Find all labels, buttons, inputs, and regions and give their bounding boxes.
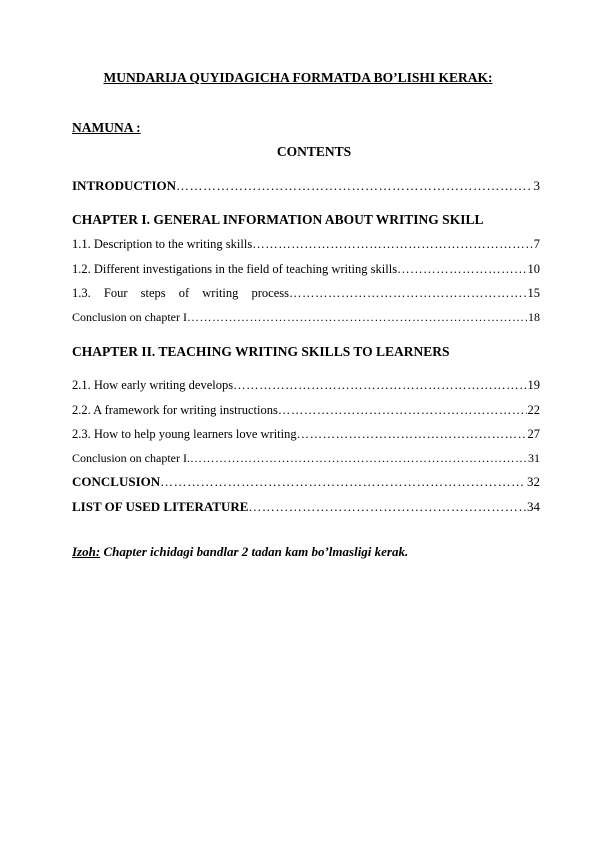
toc-entry-page: 3 <box>533 178 540 193</box>
toc-entry-page: 18 <box>528 310 540 324</box>
toc-entry-introduction <box>72 178 540 194</box>
page-heading: MUNDARIJA QUYIDAGICHA FORMATDA BO’LISHI KERAK: <box>103 70 493 85</box>
toc-entry-title: 2.1. How early writing develops <box>72 378 234 392</box>
toc-leader-dots <box>289 286 527 301</box>
note-label: Izoh: <box>72 544 101 559</box>
toc-entry-title: INTRODUCTION <box>72 178 177 193</box>
toc-entry-title: LIST OF USED LITERATURE <box>72 499 249 514</box>
toc-entry-title: 2.3. How to help young learners love writing <box>72 427 297 441</box>
toc-entry-2-1 <box>72 378 540 393</box>
toc-entry-page: 22 <box>527 403 540 417</box>
toc-leader-dots <box>397 262 526 277</box>
toc-entry-conclusion <box>72 474 540 490</box>
toc-leader-dots <box>297 427 527 442</box>
toc-entry-page: 15 <box>527 286 540 300</box>
chapter-2-heading: CHAPTER II. TEACHING WRITING SKILLS TO LEARNERS <box>72 344 450 359</box>
toc-entry-2-3 <box>72 427 540 442</box>
chapter-1-heading: CHAPTER I. GENERAL INFORMATION ABOUT WRITING SKILL <box>72 212 484 227</box>
sample-label: NAMUNA : <box>72 120 141 135</box>
toc-entry-conclusion-ch2 <box>72 451 540 466</box>
toc-leader-dots <box>176 178 532 194</box>
toc-entry-1-3 <box>72 286 540 301</box>
toc-leader-dots <box>248 499 526 515</box>
toc-leader-dots <box>278 403 527 418</box>
toc-entry-title: Conclusion on chapter I. <box>72 451 190 465</box>
note-paragraph <box>72 544 408 560</box>
toc-leader-dots <box>187 310 527 325</box>
toc-entry-literature <box>72 499 540 515</box>
toc-entry-1-1 <box>72 237 540 252</box>
toc-entry-title: 1.1. Description to the writing skills <box>72 237 253 251</box>
toc-entry-title: 1.2. Different investigations in the field of teaching writing skills <box>72 262 398 276</box>
toc-entry-page: 34 <box>527 499 540 514</box>
toc-entry-2-2 <box>72 403 540 418</box>
toc-leader-dots <box>233 378 526 393</box>
toc-entry-title: 1.3. Four steps of writing process <box>72 286 289 300</box>
toc-entry-title: CONCLUSION <box>72 474 161 489</box>
toc-leader-dots <box>190 451 527 466</box>
toc-entry-1-2 <box>72 262 540 277</box>
contents-title: CONTENTS <box>276 144 352 159</box>
toc-leader-dots <box>160 474 526 490</box>
toc-entry-title: Conclusion on chapter I <box>72 310 187 324</box>
toc-entry-title: 2.2. A framework for writing instructions <box>72 403 278 417</box>
toc-leader-dots <box>252 237 533 252</box>
toc-entry-page: 10 <box>527 262 540 276</box>
toc-entry-page: 32 <box>527 474 540 489</box>
note-text: Chapter ichidagi bandlar 2 tadan kam bo’lmasligi kerak. <box>100 544 409 559</box>
toc-entry-page: 27 <box>527 427 540 441</box>
toc-entry-conclusion-ch1 <box>72 310 540 325</box>
toc-entry-page: 19 <box>527 378 540 392</box>
toc-entry-page: 7 <box>533 237 540 251</box>
toc-entry-page: 31 <box>528 451 540 465</box>
